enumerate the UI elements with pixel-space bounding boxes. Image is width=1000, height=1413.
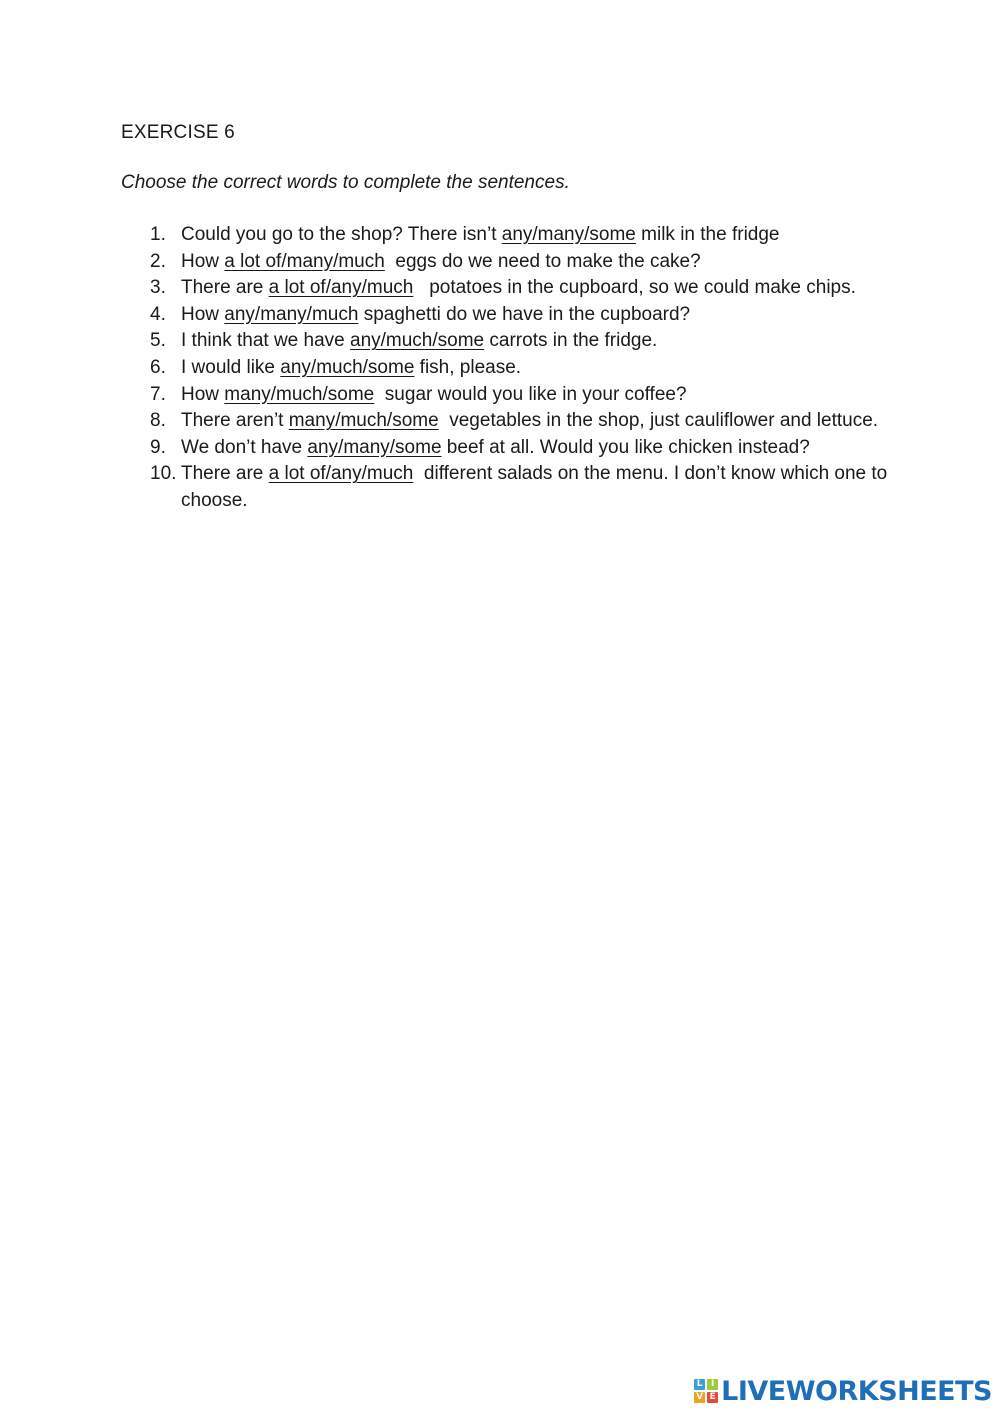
answer-options[interactable]: many/much/some (288, 410, 439, 432)
sentence-end: vegetables in the shop, just cauliflower and lettuce. (438, 410, 879, 432)
question-item (150, 275, 890, 302)
question-text (181, 408, 890, 435)
question-item (150, 461, 893, 514)
liveworksheets-logo (694, 1377, 992, 1405)
answer-options[interactable]: any/many/some (307, 436, 442, 458)
answer-options[interactable]: a lot of/any/much (268, 463, 414, 485)
answer-options[interactable]: many/much/some (224, 383, 375, 405)
question-number: 10. (150, 463, 177, 485)
sentence-end: different salads on the menu. I don’t know which one to choose. (181, 463, 893, 511)
question-text (181, 328, 890, 355)
logo-badge-letter: L (694, 1379, 705, 1390)
sentence-start: We don’t have (181, 436, 308, 458)
sentence-end: fish, please. (414, 356, 522, 378)
question-text (181, 222, 890, 249)
sentence-end: eggs do we need to make the cake? (384, 250, 701, 272)
question-number: 7. (150, 383, 166, 405)
question-item (150, 355, 890, 382)
question-text (181, 435, 890, 462)
sentence-end: beef at all. Would you like chicken instead? (441, 436, 810, 458)
question-item (150, 435, 890, 462)
sentence-end: spaghetti do we have in the cupboard? (358, 303, 691, 325)
question-number: 8. (150, 410, 166, 432)
exercise-title: EXERCISE 6 (121, 122, 235, 143)
logo-badge-letter: V (694, 1392, 705, 1403)
question-text (181, 461, 893, 514)
question-item (150, 382, 890, 409)
question-text (181, 249, 890, 276)
answer-options[interactable]: a lot of/many/much (224, 250, 385, 272)
question-number: 6. (150, 356, 166, 378)
sentence-start: There are (181, 463, 269, 485)
sentence-start: Could you go to the shop? There isn’t (181, 224, 502, 245)
sentence-start: There are (181, 277, 269, 299)
sentence-start: How (181, 383, 225, 405)
question-item (150, 249, 890, 276)
question-text (181, 275, 890, 302)
logo-text: LIVEWORKSHEETS (721, 1375, 992, 1407)
question-number: 1. (150, 224, 166, 245)
logo-badge-letter: E (707, 1392, 718, 1403)
question-list (150, 222, 893, 515)
logo-badge-letter: I (707, 1379, 718, 1390)
sentence-start: There aren’t (181, 410, 289, 432)
sentence-start: I would like (181, 356, 281, 378)
sentence-end: carrots in the fridge. (484, 330, 658, 352)
sentence-start: How (181, 250, 225, 272)
answer-options[interactable]: a lot of/any/much (268, 277, 414, 299)
question-number: 4. (150, 303, 166, 325)
exercise-instructions: Choose the correct words to complete the sentences. (121, 172, 570, 193)
question-item (150, 328, 890, 355)
answer-options[interactable]: any/much/some (280, 356, 415, 378)
question-item (150, 302, 890, 329)
question-number: 9. (150, 436, 166, 458)
sentence-start: I think that we have (181, 330, 350, 352)
question-number: 5. (150, 330, 166, 352)
question-text (181, 382, 890, 409)
logo-badge-icon (694, 1379, 718, 1403)
question-item (150, 222, 890, 249)
answer-options[interactable]: any/many/some (501, 224, 636, 245)
answer-options[interactable]: any/many/much (224, 303, 359, 325)
question-number: 2. (150, 250, 166, 272)
sentence-end: milk in the fridge (635, 224, 780, 245)
question-item (150, 408, 890, 435)
sentence-end: potatoes in the cupboard, so we could make chips. (413, 277, 856, 299)
answer-options[interactable]: any/much/some (350, 330, 485, 352)
question-text (181, 302, 890, 329)
sentence-start: How (181, 303, 225, 325)
sentence-end: sugar would you like in your coffee? (374, 383, 687, 405)
question-number: 3. (150, 277, 166, 299)
question-text (181, 355, 890, 382)
